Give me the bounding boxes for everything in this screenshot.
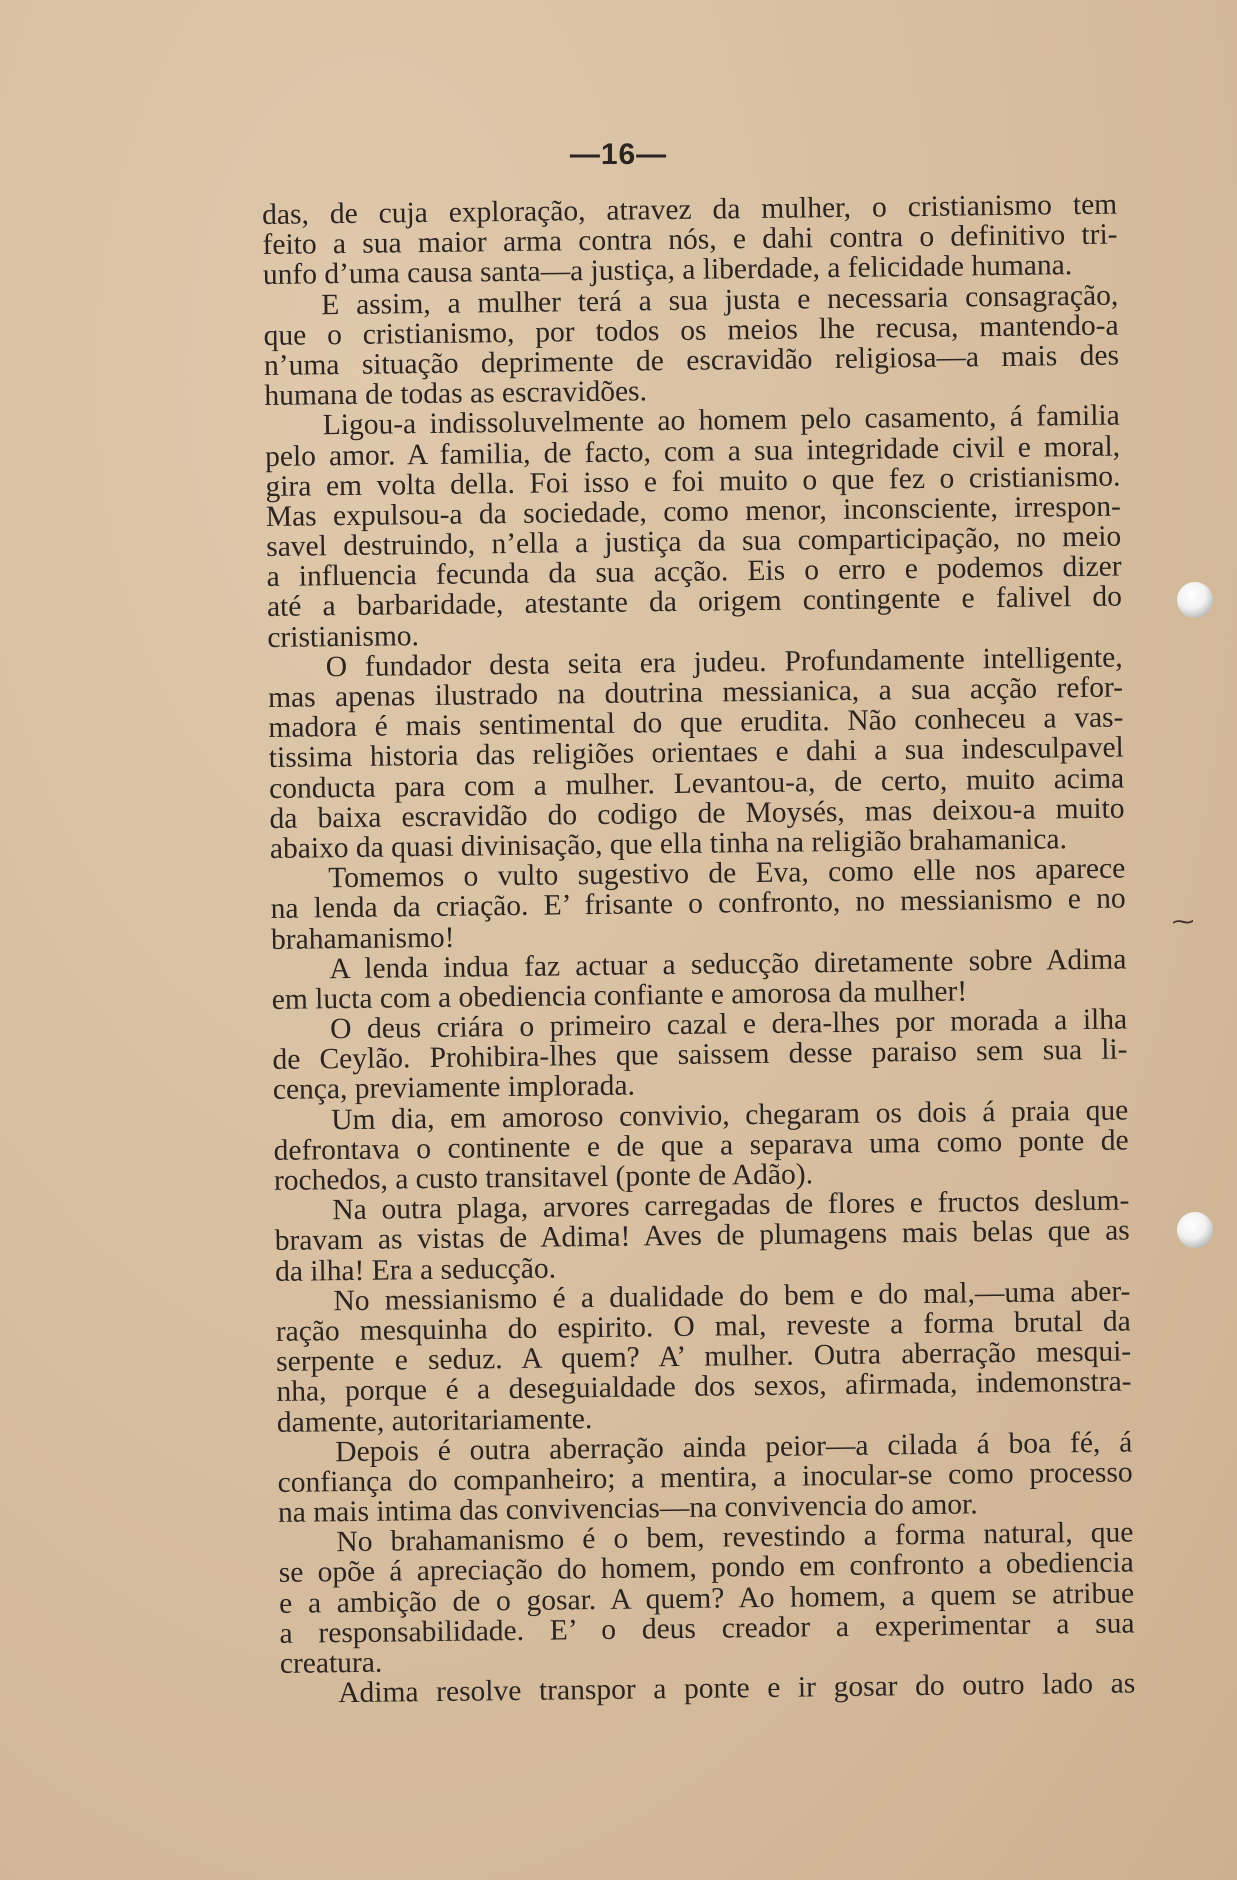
text-line: das, de cuja exploração, atravez da mulher, o cristianismo tem (261, 188, 1118, 231)
text-line: mas apenas ilustrado na doutrina messianica, a sua acção refor- (267, 671, 1124, 714)
paper-tear-mark: ⁓ (1172, 910, 1194, 935)
text-line: rochedos, a custo transitavel (ponte de Adão). (273, 1158, 814, 1197)
text-line: Ligou-a indissoluvelmente ao homem pelo casamento, á familia (322, 399, 1120, 442)
text-line: Um dia, em amoroso convivio, chegaram os dois á praia que (331, 1094, 1129, 1136)
text-line: gira em volta della. Foi isso e foi muito o que fez o cristianismo. (265, 460, 1121, 503)
text-line: em lucta com a obediencia confiante e amorosa da mulher! (271, 975, 968, 1016)
text-line: No brahamanismo é o bem, revestindo a forma natural, que (336, 1516, 1134, 1559)
text-line: O deus criára o primeiro cazal e dera-lhes por morada a ilha (329, 1003, 1128, 1046)
text-line: Mas expulsou-a da sociedade, como menor, inconsciente, irrespon- (265, 490, 1122, 533)
text-line: a influencia fecunda da sua acção. Eis o erro e podemos dizer (266, 550, 1122, 594)
text-line: damente, autoritariamente. (276, 1402, 593, 1439)
text-line: brahamanismo! (270, 921, 455, 956)
text-line: da baixa escravidão do codigo de Moysés, mas deixou-a muito (269, 792, 1125, 835)
text-line: se opõe á apreciação do homem, pondo em confronto a obediencia (278, 1546, 1134, 1590)
text-line: Tomemos o vulto sugestivo de Eva, como elle nos aparece (328, 852, 1126, 895)
page-number: —16— (569, 138, 668, 171)
text-line: No messianismo é a dualidade do bem e do mal,—uma aber- (333, 1275, 1131, 1317)
text-line: creatura. (279, 1646, 383, 1680)
text-line: feito a sua maior arma contra nós, e dahi contra o definitivo tri- (262, 218, 1118, 262)
text-line: E assim, a mulher terá a sua justa e necessaria consagração, (321, 279, 1119, 321)
text-line: pelo amor. A familia, de facto, com a sua integridade civil e moral, (264, 430, 1121, 473)
text-line: Na outra plaga, arvores carregadas de flores e fructos deslum- (332, 1184, 1130, 1227)
text-line: n’uma situação deprimente de escravidão religiosa—a mais des (263, 339, 1120, 382)
text-line: Depois é outra aberração ainda peior—a cilada á boa fé, á (335, 1426, 1133, 1468)
text-line: nha, porque é a deseguialdade dos sexos, afirmada, indemonstra- (276, 1365, 1132, 1409)
text-line: de Ceylão. Prohibira-lhes que saissem desse paraiso sem sua li- (272, 1033, 1128, 1077)
text-line: conducta para com a mulher. Levantou-a, de certo, muito acima (268, 762, 1125, 805)
text-line: a responsabilidade. E’ o deus creador a experimentar a sua (279, 1607, 1135, 1650)
text-line: da ilha! Era a seducção. (274, 1252, 557, 1288)
text-line: Adima resolve transpor a ponte e ir gosar do outro lado as (338, 1667, 1136, 1710)
text-line: confiança do companheiro; a mentira, a inocular-se como processo (277, 1456, 1133, 1499)
text-line: A lenda indua faz actuar a seducção diretamente sobre Adima (329, 943, 1127, 985)
punch-hole-upper (1177, 582, 1213, 618)
text-line: que o cristianismo, por todos os meios lhe recusa, mantendo-a (263, 309, 1119, 352)
text-line: e a ambição de o gosar. A quem? Ao homem, a quem se atribue (278, 1577, 1135, 1620)
text-line: bravam as vistas de Adima! Aves de plumagens mais belas que as (274, 1214, 1130, 1258)
text-line: cristianismo. (267, 619, 420, 654)
text-line: até a barbaridade, atestante da origem contingente e falivel do (266, 580, 1123, 624)
text-line: madora é mais sentimental do que erudita. Não conheceu a vas- (268, 701, 1124, 745)
punch-hole-lower (1177, 1212, 1213, 1248)
text-line: abaixo da quasi divinisação, que ella tinha na religião brahamanica. (269, 823, 1068, 865)
text-line: tissima historia das religiões orientaes e dahi a sua indesculpavel (268, 731, 1124, 775)
text-line: ração mesquinha do espirito. O mal, reveste a forma brutal da (275, 1305, 1131, 1348)
text-line: na lenda da criação. E’ frisante o confronto, no messianismo e no (270, 882, 1126, 926)
text-body (262, 190, 1135, 1710)
text-line: unfo d’uma causa santa—a justiça, a liberdade, a felicidade humana. (262, 249, 1073, 292)
text-line: na mais intima das convivencias—na convivencia do amor. (277, 1488, 978, 1529)
text-line: serpente e seduz. A quem? A’ mulher. Outra aberração mesqui- (276, 1335, 1132, 1379)
text-line: humana de todas as escravidões. (264, 375, 648, 413)
text-line: O fundador desta seita era judeu. Profundamente intelligente, (325, 641, 1123, 684)
text-line: cença, previamente implorada. (272, 1069, 636, 1107)
text-line: savel destruindo, n’ella a justiça da sua comparticipação, no meio (266, 520, 1122, 564)
text-line: defrontava o continente e de que a separava uma como ponte de (273, 1124, 1129, 1167)
